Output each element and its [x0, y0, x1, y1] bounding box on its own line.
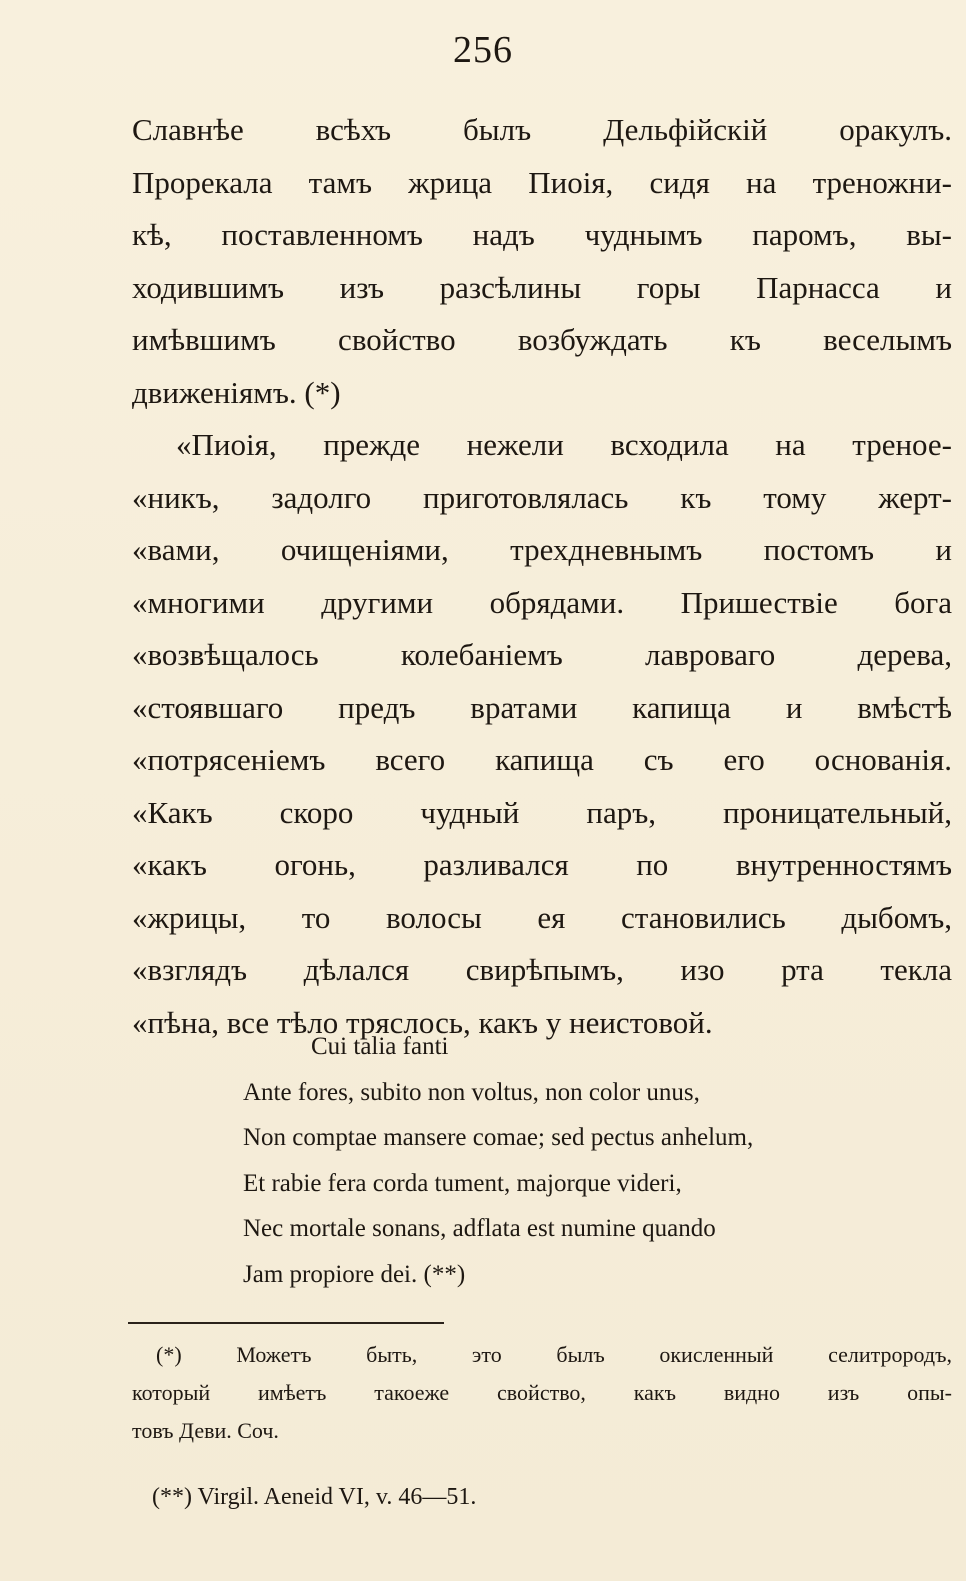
- footnote-line: товъ Деви. Соч.: [132, 1418, 279, 1443]
- verse-line: Jam propiore dei. (**): [243, 1260, 466, 1288]
- quote-line: «многими другими обрядами. Пришествіе бога: [132, 584, 952, 620]
- footnote-line: который имѣетъ такоеже свойство, какъ видно изъ опы-: [132, 1380, 952, 1405]
- quote-line: «взглядъ дѣлался свирѣпымъ, изо рта текла: [132, 952, 952, 987]
- quote-line: «стоявшаго предъ вратами капища и вмѣстѣ: [132, 689, 952, 725]
- text-line: кѣ, поставленномъ надъ чуднымъ паромъ, вы-: [132, 217, 952, 252]
- text-line: имѣвшимъ свойство возбуждать къ веселымъ: [132, 322, 952, 357]
- footnote-line: (**) Virgil. Aeneid VI, v. 46—51.: [152, 1484, 477, 1510]
- quote-line: «никъ, задолго приготовлялась къ тому жерт-: [132, 479, 952, 515]
- verse-line: Et rabie fera corda tument, majorque videri,: [243, 1169, 682, 1197]
- footnotes-block: [132, 1336, 952, 1516]
- quote-line: «жрицы, то волосы ея становились дыбомъ,: [132, 899, 952, 935]
- main-text-block: [132, 104, 952, 1049]
- text-line: ходившимъ изъ разсѣлины горы Парнасса и: [132, 269, 952, 305]
- footnote-line: (*) Можетъ быть, это былъ окисленный селитрородъ,: [156, 1342, 952, 1367]
- footnote-rule: [128, 1322, 444, 1324]
- text-line: движеніямъ. (*): [132, 374, 341, 410]
- quote-line: «Пиоія, прежде нежели всходила на треное-: [176, 427, 952, 462]
- text-line: Прорекала тамъ жрица Пиоія, сидя на треножни-: [132, 164, 952, 200]
- quote-line: «вами, очищеніями, трехдневнымъ постомъ и: [132, 532, 952, 567]
- page-number: 256: [453, 29, 513, 71]
- quote-line: «возвѣщалось колебаніемъ лавроваго дерева,: [132, 637, 952, 672]
- verse-line: Cui talia fanti: [311, 1033, 449, 1060]
- verse-line: Non comptae mansere comae; sed pectus anhelum,: [243, 1124, 754, 1152]
- latin-verse-block: [243, 1024, 923, 1298]
- quote-line: «Какъ скоро чудный паръ, проницательный,: [132, 794, 952, 830]
- verse-line: Ante fores, subito non voltus, non color unus,: [243, 1078, 700, 1106]
- verse-line: Nec mortale sonans, adflata est numine quando: [243, 1215, 716, 1243]
- quote-line: «какъ огонь, разливался по внутренностямъ: [132, 847, 952, 882]
- quote-line: «потрясеніемъ всего капища съ его основанія.: [132, 742, 952, 777]
- text-line: Славнѣе всѣхъ былъ Дельфійскій оракулъ.: [132, 112, 952, 147]
- quote-line: «пѣна, все тѣло тряслось, какъ у неистовой.: [132, 1004, 713, 1040]
